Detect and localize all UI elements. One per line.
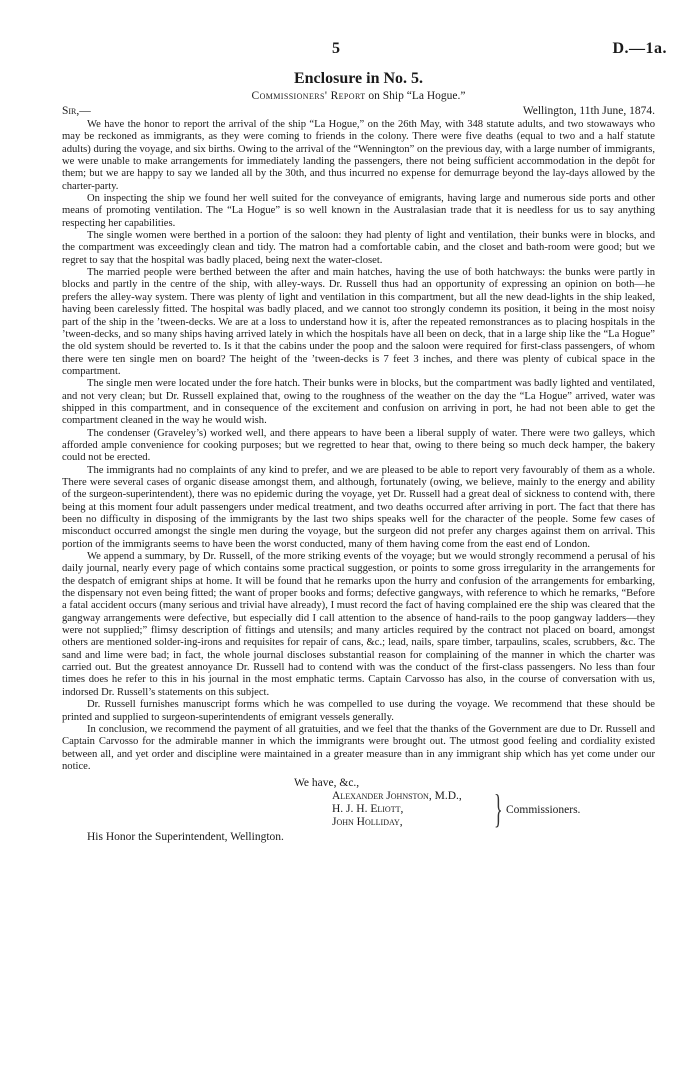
paragraph: Dr. Russell furnishes manuscript forms which he was compelled to use during the voyage. We recommend that these should be printed and supplied to surgeon-superintendents of emigrant vessels generally.: [62, 699, 655, 723]
signature-block: [62, 777, 655, 855]
signatory-role: Commissioners.: [506, 804, 581, 817]
report-title: [62, 90, 655, 102]
signatory-list: [332, 790, 462, 829]
closing-phrase: We have, &c.,: [294, 777, 360, 790]
signatory-name: John Holliday,: [332, 816, 403, 829]
paragraph: The immigrants had no complaints of any kind to prefer, and we are pleased to be able to report very favourably of them as a whole. There were several cases of organic disease amongst them, and although, fortunately (owing, we believe, mainly to the energy and ability of the surgeon-superintendent), there was no epidemic during the voyage, yet Dr. Russell had a great deal of sickness to contend with, there being at this moment four adult passengers under medical treatment, and two deaths occurred after arriving in port. The fact that there has been no difficulty in disposing of the immigrants by the last two ships speaks well for the character of the people. Some few cases of misconduct occurred amongst the single men during the voyage, but the surgeon did not prefer any charges against them on arrival. This portion of the immigrants seems to have been the worst conducted, many of them having come from the east end of London.: [62, 464, 655, 550]
salutation: Sir,—: [62, 105, 91, 117]
signatory-name: Alexander Johnston, M.D.,: [332, 790, 462, 803]
signatory-name: H. J. H. Eliott,: [332, 803, 404, 816]
report-title-rest: on Ship “La Hogue.”: [365, 90, 466, 102]
page-header: [62, 0, 667, 57]
addressee: His Honor the Superintendent, Wellington.: [87, 831, 284, 844]
right-brace-icon: }: [494, 786, 503, 832]
document-code: D.—1a.: [612, 40, 667, 57]
paragraph: The condenser (Graveley’s) worked well, and there appears to have been a liberal supply of water. There were two galleys, which afforded ample convenience for cooking purposes; but we regretted to hear that, owing to there being so much deck hamper, the bakery could not be erected.: [62, 427, 655, 464]
paragraph: The single women were berthed in a portion of the saloon: they had plenty of light and ventilation, their bunks were in blocks, and the compartment was exceedingly clean and tidy. The matron had a comfortable cabin, and the closet and bath-room were good; but we regret to say that the hospital was badly placed, being next the water-closet.: [62, 230, 655, 266]
dateline: Wellington, 11th June, 1874.: [522, 105, 655, 117]
paragraph: We append a summary, by Dr. Russell, of the more striking events of the voyage; but we would strongly recommend a perusal of his daily journal, nearly every page of which contains some practical suggestion, or points to some gross irregularity in the arrangements for the despatch of emigrant ships at home. It will be found that he remarks upon the hurry and confusion of the arrangements for embarking, the dispensary not even being fitted; the want of proper books and forms; defective gangways, with reference to which he remarks, “Before a fatal accident occurs (many serious and trivial have already), I must record the fact of having complained ere the ship was cleared that the gangway arrangements were defective, but especially did I call attention to the absence of hand-rails to the poop gangway ladders—they were not supplied;” flimsy description of fittings and utensils; and many articles required by the contract not placed on board, amongst others are mentioned solder-ing-irons and requisites for repair of cans, &c.; lead, nails, spare timber, tarpaulins, scales, scrubbers, &c. The sand and lime were bad; in fact, the whole journal discloses substantial reason for complaining of the manner in which the charter was carried out. But the greatest annoyance Dr. Russell had to contend with was the conduct of the first-class passengers. No less than four times does he refer to this in his journal in the most emphatic terms. Captain Carvosso has also, in the course of conversation with us, indorsed Dr. Russell’s statements on this subject.: [62, 551, 655, 698]
page-number: 5: [332, 40, 340, 57]
paragraph: We have the honor to report the arrival of the ship “La Hogue,” on the 26th May, with 348 statute adults, and two stowaways who may be reckoned as immigrants, as they were coming to friends in the colony. There were five deaths (equal to two and a half statute adults) during the voyage, and six births. Owing to the arrival of the “Wennington” on the previous day, with a large number of immigrants, we were unable to make arrangements for immediately landing the passengers, there not being sufficient accommodation in the depôt for them; but we are happy to say we landed all by the 30th, and thus incurred no expense for demurrage beyond the lay-days allowed by the charter-party.: [62, 119, 655, 192]
paragraph: In conclusion, we recommend the payment of all gratuities, and we feel that the thanks of the Government are due to Dr. Russell and Captain Carvosso for the admirable manner in which the immigrants were brought out. The utmost good feeling and cordiality existed between all, and yet order and discipline were maintained in a greater measure than in any immigrant ship which has yet come under our notice.: [62, 723, 655, 772]
salutation-row: [62, 104, 655, 118]
paragraph: On inspecting the ship we found her well suited for the conveyance of emigrants, having large and numerous side ports and other means of promoting ventilation. The “La Hogue” is so well known in the Australasian trade that it is needless for us to say anything respecting her capabilities.: [62, 193, 655, 229]
letter-body: [62, 119, 655, 773]
paragraph: The married people were berthed between the after and main hatches, having the use of both hatchways: the bunks were partly in blocks and partly in the centre of the ship, with alley-ways. Dr. Russell thus had an opportunity of expressing an opinion on both—he prefers the alley-way system. There was plenty of light and ventilation in this compartment, but all the new dead-lights in the ship leaked, having been carelessly fitted. The hospital was badly placed, and we cannot too strongly condemn its position, it being in the most noisy part of the ship in the ’tween-decks. We are at a loss to understand how it is, after the repeated remonstrances as to placing hospitals in the ’tween-decks, and so many ships having arrived lately in which the hospitals have all been on deck, that in a large ship like the “La Hogue” the old system should be reverted to. Is it that the cabins under the poop and the saloon were required for first-class passengers, of whom there were ten single men on board? The height of the ’tween-decks is 7 feet 3 inches, and there was plenty of cubical space in the compartment.: [62, 267, 655, 377]
report-title-smallcaps: Commissioners' Report: [251, 90, 366, 102]
enclosure-title: Enclosure in No. 5.: [293, 70, 424, 87]
paragraph: The single men were located under the fore hatch. Their bunks were in blocks, but the compartment was badly lighted and ventilated, and not very clean; but Dr. Russell explained that, owing to the roughness of the weather on the day the “La Hogue” arrived, water was shipped in this compartment, and in consequence of the excitement and confusion on arriving in port, he had not been able to get the compartment cleaned in the way he would wish.: [62, 378, 655, 427]
